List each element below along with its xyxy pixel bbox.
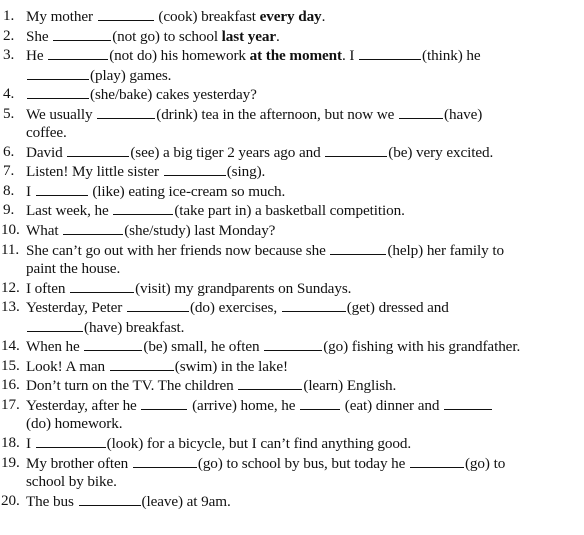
answer-blank[interactable] [282,298,346,312]
item-number: 2. [3,26,15,44]
exercise-item [0,337,584,357]
answer-blank[interactable] [399,105,443,119]
exercise-item [0,454,584,492]
item-text: (go) to [464,454,506,472]
item-line [26,279,584,299]
item-text: (like) eating ice-cream so much. [88,182,286,200]
item-text: (eat) dinner and [341,396,444,414]
item-line [26,27,584,47]
answer-blank[interactable] [79,492,141,506]
item-number: 7. [3,162,15,180]
answer-blank[interactable] [27,318,83,332]
answer-blank[interactable] [410,454,464,468]
exercise-item [0,182,584,202]
answer-blank[interactable] [70,279,134,293]
answer-blank[interactable] [36,182,88,196]
exercise-item [0,434,584,454]
item-line [26,124,584,143]
item-line [26,473,584,492]
item-text: I [26,435,35,453]
answer-blank[interactable] [325,143,387,157]
item-line [26,492,584,512]
answer-blank[interactable] [330,241,386,255]
item-text: (visit) my grandparents on Sundays. [135,279,352,297]
answer-blank[interactable] [53,27,111,41]
answer-blank[interactable] [36,434,106,448]
item-line [26,298,584,318]
item-text: . I [341,47,359,65]
answer-blank[interactable] [264,337,322,351]
answer-blank[interactable] [98,7,154,21]
item-line [26,162,584,182]
item-line [26,182,584,202]
exercise-item [0,7,584,27]
item-text: Listen! My little sister [26,163,163,181]
item-text: We usually [26,105,97,123]
item-text: (she/bake) cakes yesterday? [90,86,257,104]
item-text: (swim) in the lake! [174,357,288,375]
item-line [26,143,584,163]
item-line [26,376,584,396]
item-text: (get) dressed and [346,299,449,317]
item-number: 16. [1,376,20,394]
item-text: I often [26,279,70,297]
item-line [26,201,584,221]
item-text: She [26,27,53,45]
item-line [26,396,584,416]
answer-blank[interactable] [133,454,197,468]
answer-blank[interactable] [27,85,89,99]
exercise-item [0,376,584,396]
exercise-item [0,27,584,47]
item-line [26,7,584,27]
exercise-item [0,357,584,377]
answer-blank[interactable] [113,201,173,215]
item-text: (do) exercises, [189,299,281,317]
item-text: I [26,182,35,200]
exercise-item [0,201,584,221]
answer-blank[interactable] [141,396,187,410]
answer-blank[interactable] [444,396,492,410]
item-line [26,221,584,241]
exercise-item [0,492,584,512]
exercise-item [0,396,584,434]
exercise-item [0,46,584,85]
item-text: (think) he [422,47,481,65]
item-number: 6. [3,142,15,160]
item-text: Yesterday, after he [26,396,141,414]
item-text: (go) to school by bus, but today he [197,454,409,472]
item-text: (have) [444,105,483,123]
item-text: (arrive) home, he [188,396,300,414]
item-text: (go) fishing with his grandfather. [323,338,521,356]
item-text: Don’t turn on the TV. The children [26,377,238,395]
item-text: (play) games. [90,66,172,84]
item-text: The bus [26,492,78,510]
answer-blank[interactable] [84,337,142,351]
item-text: . [321,8,326,25]
item-text: My mother [26,8,97,25]
exercise-item [0,105,584,143]
item-text: My brother often [26,454,132,472]
item-text: (take part in) a basketball competition. [174,202,405,220]
item-text: (do) homework. [26,415,123,433]
exercise-item [0,85,584,105]
item-number: 15. [1,356,20,374]
item-line [26,318,584,338]
item-text: David [26,143,67,161]
item-text: When he [26,338,84,356]
answer-blank[interactable] [300,396,340,410]
item-line [26,454,584,474]
item-text: (cook) breakfast [154,8,260,25]
answer-blank[interactable] [110,357,174,371]
item-text: (not go) to school [112,27,222,45]
item-text: (help) her family to [387,241,504,259]
answer-blank[interactable] [27,66,89,80]
answer-blank[interactable] [359,46,421,60]
item-text: What [26,222,63,240]
answer-blank[interactable] [67,143,129,157]
item-number: 20. [1,491,20,509]
item-text: . [276,27,280,45]
item-text: (not do) his homework [109,47,250,65]
item-text: Yesterday, Peter [26,299,126,317]
exercise-item [0,279,584,299]
exercise-sheet [0,7,584,511]
exercise-item [0,221,584,241]
item-text: coffee. [26,124,67,142]
item-text: She can’t go out with her friends now because she [26,241,330,259]
item-number: 12. [1,278,20,296]
item-line [26,357,584,377]
item-line [26,46,584,66]
item-line [26,85,584,105]
item-number: 13. [1,298,20,316]
item-text: (she/study) last Monday? [124,222,276,240]
item-number: 1. [3,7,15,24]
item-text: (learn) English. [303,377,397,395]
exercise-item [0,162,584,182]
item-text: (see) a big tiger 2 years ago and [130,143,325,161]
item-text: (leave) at 9am. [141,492,231,510]
answer-blank[interactable] [48,46,108,60]
item-text: (look) for a bicycle, but I can’t find anything good. [106,435,412,453]
item-text: Last week, he [26,202,113,220]
item-text: (be) very excited. [388,143,494,161]
item-text: (be) small, he often [143,338,264,356]
exercise-item [0,298,584,337]
item-number: 14. [1,337,20,355]
answer-blank[interactable] [164,162,226,176]
item-line [26,66,584,86]
item-number: 11. [1,240,20,258]
answer-blank[interactable] [63,221,123,235]
item-text: school by bike. [26,473,117,491]
answer-blank[interactable] [97,105,155,119]
item-text: (drink) tea in the afternoon, but now we [156,105,399,123]
item-number: 3. [3,46,15,64]
item-number: 18. [1,434,20,452]
item-number: 4. [3,85,15,103]
item-number: 19. [1,453,20,471]
answer-blank[interactable] [127,298,189,312]
item-text: Look! A man [26,357,109,375]
exercise-item [0,241,584,279]
answer-blank[interactable] [238,376,302,390]
item-number: 10. [1,221,20,239]
item-line [26,434,584,454]
item-line [26,337,584,357]
item-line [26,260,584,279]
item-number: 5. [3,104,15,122]
item-number: 9. [3,201,15,219]
time-expression: at the moment [249,47,342,65]
item-text: paint the house. [26,260,121,278]
time-expression: every day [259,8,322,25]
item-line [26,415,584,434]
item-number: 8. [3,181,15,199]
item-number: 17. [1,395,20,413]
item-text: He [26,47,48,65]
exercise-item [0,143,584,163]
item-text: (have) breakfast. [84,318,185,336]
item-text: (sing). [226,163,266,181]
item-line [26,241,584,261]
time-expression: last year [221,27,277,45]
item-line [26,105,584,125]
